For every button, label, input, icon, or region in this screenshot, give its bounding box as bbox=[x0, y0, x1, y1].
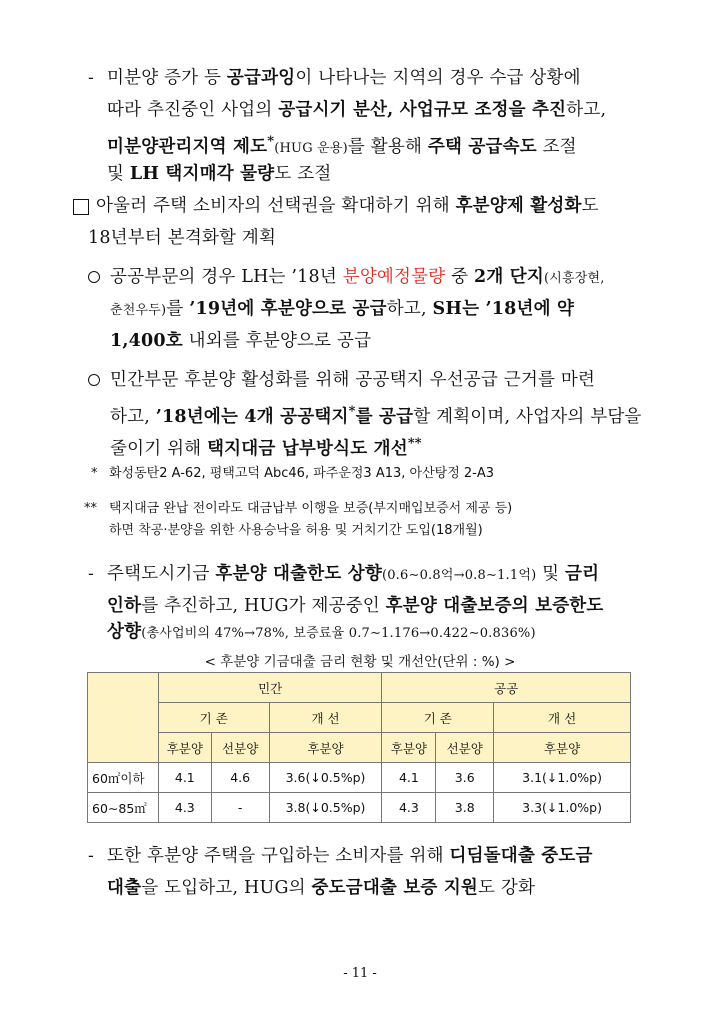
table-row bbox=[88, 763, 631, 793]
header-post-sale: 후분양 bbox=[269, 733, 382, 763]
header-public: 공공 bbox=[382, 673, 631, 703]
table-cell: 3.3(↓1.0%p) bbox=[494, 793, 631, 823]
table-header-row bbox=[88, 703, 631, 733]
table-corner-cell bbox=[88, 673, 159, 763]
para2-line1: 아울러 주택 소비자의 선택권을 확대하기 위해 후분양제 활성화도 bbox=[96, 196, 599, 216]
header-pre-sale: 선분양 bbox=[211, 733, 269, 763]
header-post-sale: 후분양 bbox=[158, 733, 211, 763]
para3-line2: 춘천우두)를 ’19년에 후분양으로 공급하고, SH는 ’18년에 약 bbox=[110, 299, 575, 319]
header-improved: 개 선 bbox=[269, 703, 382, 733]
header-private: 민간 bbox=[158, 673, 382, 703]
footnote-mark: * bbox=[91, 466, 98, 481]
table-cell: 4.1 bbox=[382, 763, 436, 793]
header-post-sale: 후분양 bbox=[382, 733, 436, 763]
para6-line2: 대출을 도입하고, HUG의 중도금대출 보증 지원도 강화 bbox=[107, 878, 536, 898]
table-cell: 4.1 bbox=[158, 763, 211, 793]
footnote-2-line1: 택지대금 완납 전이라도 대금납부 이행을 보증(부지매입보증서 제공 등) bbox=[109, 501, 513, 516]
table-header-row bbox=[88, 733, 631, 763]
table-cell: 4.3 bbox=[382, 793, 436, 823]
row-label: 60∼85㎡ bbox=[88, 793, 159, 823]
para4-line2: 하고, ’18년에는 4개 공공택지*를 공급할 계획이며, 사업자의 부담을 bbox=[110, 404, 642, 427]
para3-line3: 1,400호 내외를 후분양으로 공급 bbox=[110, 331, 372, 351]
dash-marker: - bbox=[88, 846, 94, 866]
row-label: 60㎡이하 bbox=[88, 763, 159, 793]
para6-line1: 또한 후분양 주택을 구입하는 소비자를 위해 디딤돌대출 중도금 bbox=[107, 846, 593, 866]
table-cell: 3.6(↓0.5%p) bbox=[269, 763, 382, 793]
para1-line2: 따라 추진중인 사업의 공급시기 분산, 사업규모 조정을 추진하고, bbox=[107, 100, 607, 120]
table-cell: 3.6 bbox=[436, 763, 494, 793]
para3-line1: 공공부문의 경우 LH는 ’18년 분양예정물량 중 2개 단지(시흥장현, bbox=[110, 267, 605, 287]
para1-line4: 및 LH 택지매각 물량도 조절 bbox=[107, 164, 332, 184]
table-cell: 3.8 bbox=[436, 793, 494, 823]
header-improved: 개 선 bbox=[494, 703, 631, 733]
para5-line2: 인하를 추진하고, HUG가 제공중인 후분양 대출보증의 보증한도 bbox=[107, 596, 604, 616]
para1-line3: 미분양관리지역 제도*(HUG 운용)를 활용해 주택 공급속도 조절 bbox=[107, 134, 577, 157]
page-number: - 11 - bbox=[343, 966, 377, 981]
para5-line3: 상향(총사업비의 47%→78%, 보증료율 0.7∼1.176→0.422∼0.836%) bbox=[107, 622, 536, 642]
circle-bullet-icon bbox=[88, 374, 100, 386]
footnote-1: 화성동탄2 A-62, 평택고덕 Abc46, 파주운정3 A13, 아산탕정 2-A3 bbox=[109, 466, 495, 481]
header-existing: 기 존 bbox=[382, 703, 494, 733]
table-cell: - bbox=[211, 793, 269, 823]
para1-line1: 미분양 증가 등 공급과잉이 나타나는 지역의 경우 수급 상황에 bbox=[107, 68, 581, 88]
circle-bullet-icon bbox=[88, 271, 100, 283]
dash-marker: - bbox=[88, 564, 94, 584]
table-cell: 4.3 bbox=[158, 793, 211, 823]
para4-line1: 민간부문 후분양 활성화를 위해 공공택지 우선공급 근거를 마련 bbox=[110, 370, 596, 390]
header-post-sale: 후분양 bbox=[494, 733, 631, 763]
table-header-row bbox=[88, 673, 631, 703]
dash-marker: - bbox=[88, 68, 94, 88]
table-row bbox=[88, 793, 631, 823]
loan-rate-table bbox=[87, 672, 631, 823]
table-cell: 3.1(↓1.0%p) bbox=[494, 763, 631, 793]
table-cell: 4.6 bbox=[211, 763, 269, 793]
square-bullet-icon bbox=[73, 199, 89, 215]
para2-line2: 18년부터 본격화할 계획 bbox=[88, 228, 277, 248]
table-caption: < 후분양 기금대출 금리 현황 및 개선안(단위 : %) > bbox=[204, 654, 516, 670]
header-pre-sale: 선분양 bbox=[436, 733, 494, 763]
table-cell: 3.8(↓0.5%p) bbox=[269, 793, 382, 823]
footnote-2-line2: 하면 착공·분양을 위한 사용승낙을 허용 및 거치기간 도입(18개월) bbox=[109, 523, 483, 538]
para4-line3: 줄이기 위해 택지대금 납부방식도 개선** bbox=[110, 436, 422, 459]
header-existing: 기 존 bbox=[158, 703, 269, 733]
footnote-mark: ** bbox=[84, 501, 97, 516]
para5-line1: 주택도시기금 후분양 대출한도 상향(0.6∼0.8억→0.8∼1.1억) 및 금리 bbox=[107, 564, 600, 584]
